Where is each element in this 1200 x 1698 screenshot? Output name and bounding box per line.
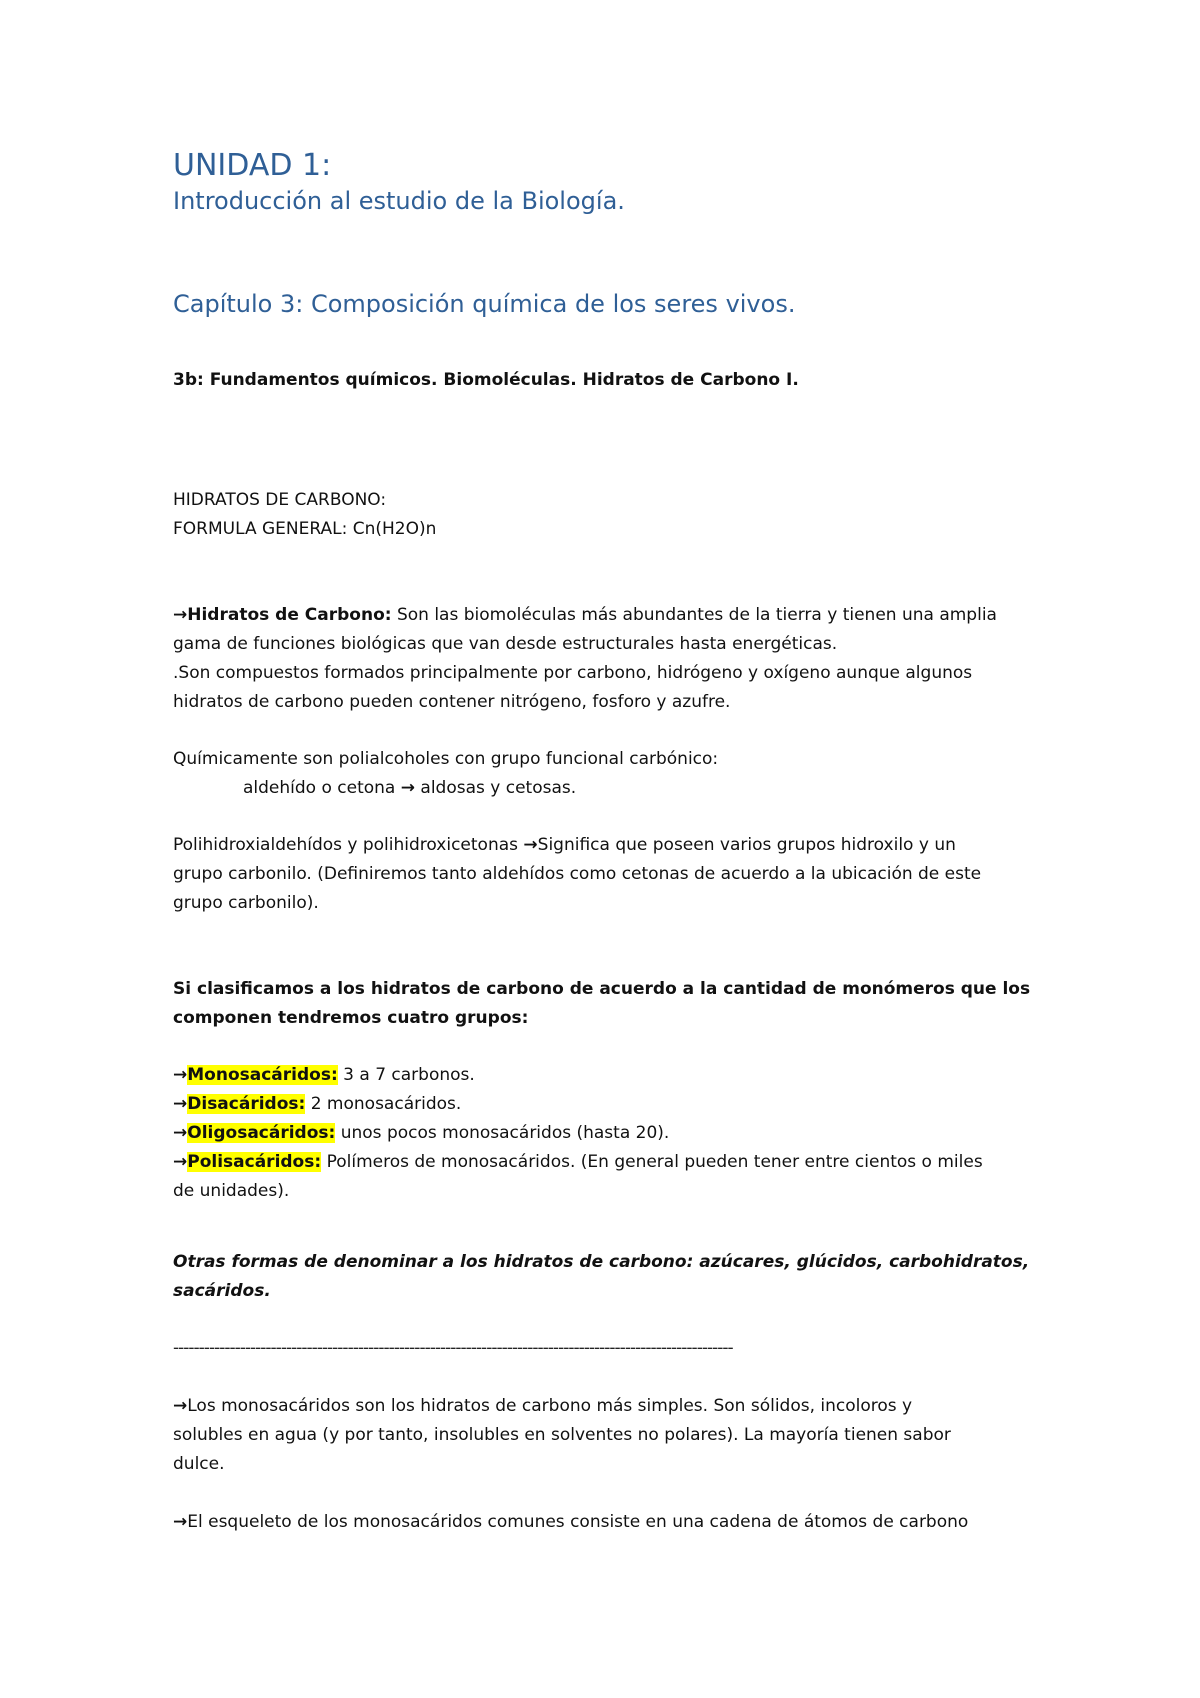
arrow-icon: → bbox=[173, 1152, 188, 1172]
other-names-line: sacáridos. bbox=[173, 1281, 271, 1301]
groups-list bbox=[173, 1061, 983, 1206]
arrow-icon: → bbox=[173, 1396, 188, 1416]
chemistry-text: aldehído o cetona bbox=[243, 778, 401, 798]
group-desc: 3 a 7 carbonos. bbox=[337, 1065, 475, 1085]
classification-line: componen tendremos cuatro grupos: bbox=[173, 1008, 529, 1028]
unit-heading: UNIDAD 1: bbox=[173, 148, 332, 183]
monosaccharides-paragraph bbox=[173, 1392, 951, 1479]
group-term: Disacáridos: bbox=[187, 1094, 306, 1114]
mono-line: solubles en agua (y por tanto, insolubles en solventes no polares). La mayoría tienen sabor bbox=[173, 1425, 951, 1445]
formula-general: FORMULA GENERAL: Cn(H2O)n bbox=[173, 519, 437, 539]
formula-title: HIDRATOS DE CARBONO: bbox=[173, 490, 387, 510]
group-term: Polisacáridos: bbox=[187, 1152, 322, 1172]
formula-block bbox=[173, 486, 436, 544]
group-desc: 2 monosacáridos. bbox=[305, 1094, 462, 1114]
intro-term: Hidratos de Carbono: bbox=[187, 605, 392, 625]
skeleton-paragraph bbox=[173, 1508, 968, 1537]
group-desc: unos pocos monosacáridos (hasta 20). bbox=[335, 1123, 670, 1143]
poli-text: Polihidroxialdehídos y polihidroxicetonas bbox=[173, 835, 524, 855]
arrow-icon: → bbox=[173, 1094, 188, 1114]
arrow-icon: → bbox=[173, 1065, 188, 1085]
group-term: Oligosacáridos: bbox=[187, 1123, 336, 1143]
poli-line: grupo carbonilo. (Definiremos tanto aldehídos como cetonas de acuerdo a la ubicación de este bbox=[173, 864, 982, 884]
other-names-line: Otras formas de denominar a los hidratos de carbono: azúcares, glúcidos, carbohidratos, bbox=[173, 1252, 1030, 1272]
list-item bbox=[173, 1090, 983, 1119]
list-item bbox=[173, 1148, 983, 1177]
chemistry-paragraph bbox=[173, 745, 718, 803]
arrow-icon: → bbox=[400, 778, 416, 798]
poli-paragraph bbox=[173, 831, 981, 918]
intro-text: Son las biomoléculas más abundantes de la tierra y tienen una amplia bbox=[391, 605, 997, 625]
list-item-continuation: de unidades). bbox=[173, 1181, 290, 1201]
arrow-icon: → bbox=[173, 1123, 188, 1143]
intro-line: gama de funciones biológicas que van desde estructurales hasta energéticas. bbox=[173, 634, 838, 654]
chapter-heading: Capítulo 3: Composición química de los seres vivos. bbox=[173, 290, 796, 318]
classification-paragraph bbox=[173, 975, 1030, 1033]
mono-line: dulce. bbox=[173, 1454, 225, 1474]
list-item bbox=[173, 1119, 983, 1148]
chemistry-line: Químicamente son polialcoholes con grupo funcional carbónico: bbox=[173, 749, 719, 769]
arrow-icon: → bbox=[173, 605, 188, 625]
intro-paragraph bbox=[173, 601, 997, 717]
group-desc: Polímeros de monosacáridos. (En general pueden tener entre cientos o miles bbox=[321, 1152, 983, 1172]
intro-line: .Son compuestos formados principalmente por carbono, hidrógeno y oxígeno aunque algunos bbox=[173, 663, 973, 683]
arrow-icon: → bbox=[173, 1512, 188, 1532]
section-heading: 3b: Fundamentos químicos. Biomoléculas. Hidratos de Carbono I. bbox=[173, 370, 799, 390]
list-item bbox=[173, 1061, 983, 1090]
unit-subtitle: Introducción al estudio de la Biología. bbox=[173, 187, 625, 215]
skeleton-text: El esqueleto de los monosacáridos comunes consiste en una cadena de átomos de carbono bbox=[187, 1512, 969, 1532]
chemistry-text: aldosas y cetosas. bbox=[415, 778, 577, 798]
group-term: Monosacáridos: bbox=[187, 1065, 338, 1085]
other-names-paragraph bbox=[173, 1248, 1029, 1306]
separator-line: ------------------------------------------------------------------------------------------------------------- bbox=[173, 1338, 733, 1358]
arrow-icon: → bbox=[523, 835, 538, 855]
poli-line: grupo carbonilo). bbox=[173, 893, 319, 913]
classification-line: Si clasificamos a los hidratos de carbono de acuerdo a la cantidad de monómeros que los bbox=[173, 979, 1031, 999]
poli-text: Significa que poseen varios grupos hidroxilo y un bbox=[537, 835, 956, 855]
intro-line: hidratos de carbono pueden contener nitrógeno, fosforo y azufre. bbox=[173, 692, 731, 712]
mono-text: Los monosacáridos son los hidratos de carbono más simples. Son sólidos, incoloros y bbox=[187, 1396, 913, 1416]
